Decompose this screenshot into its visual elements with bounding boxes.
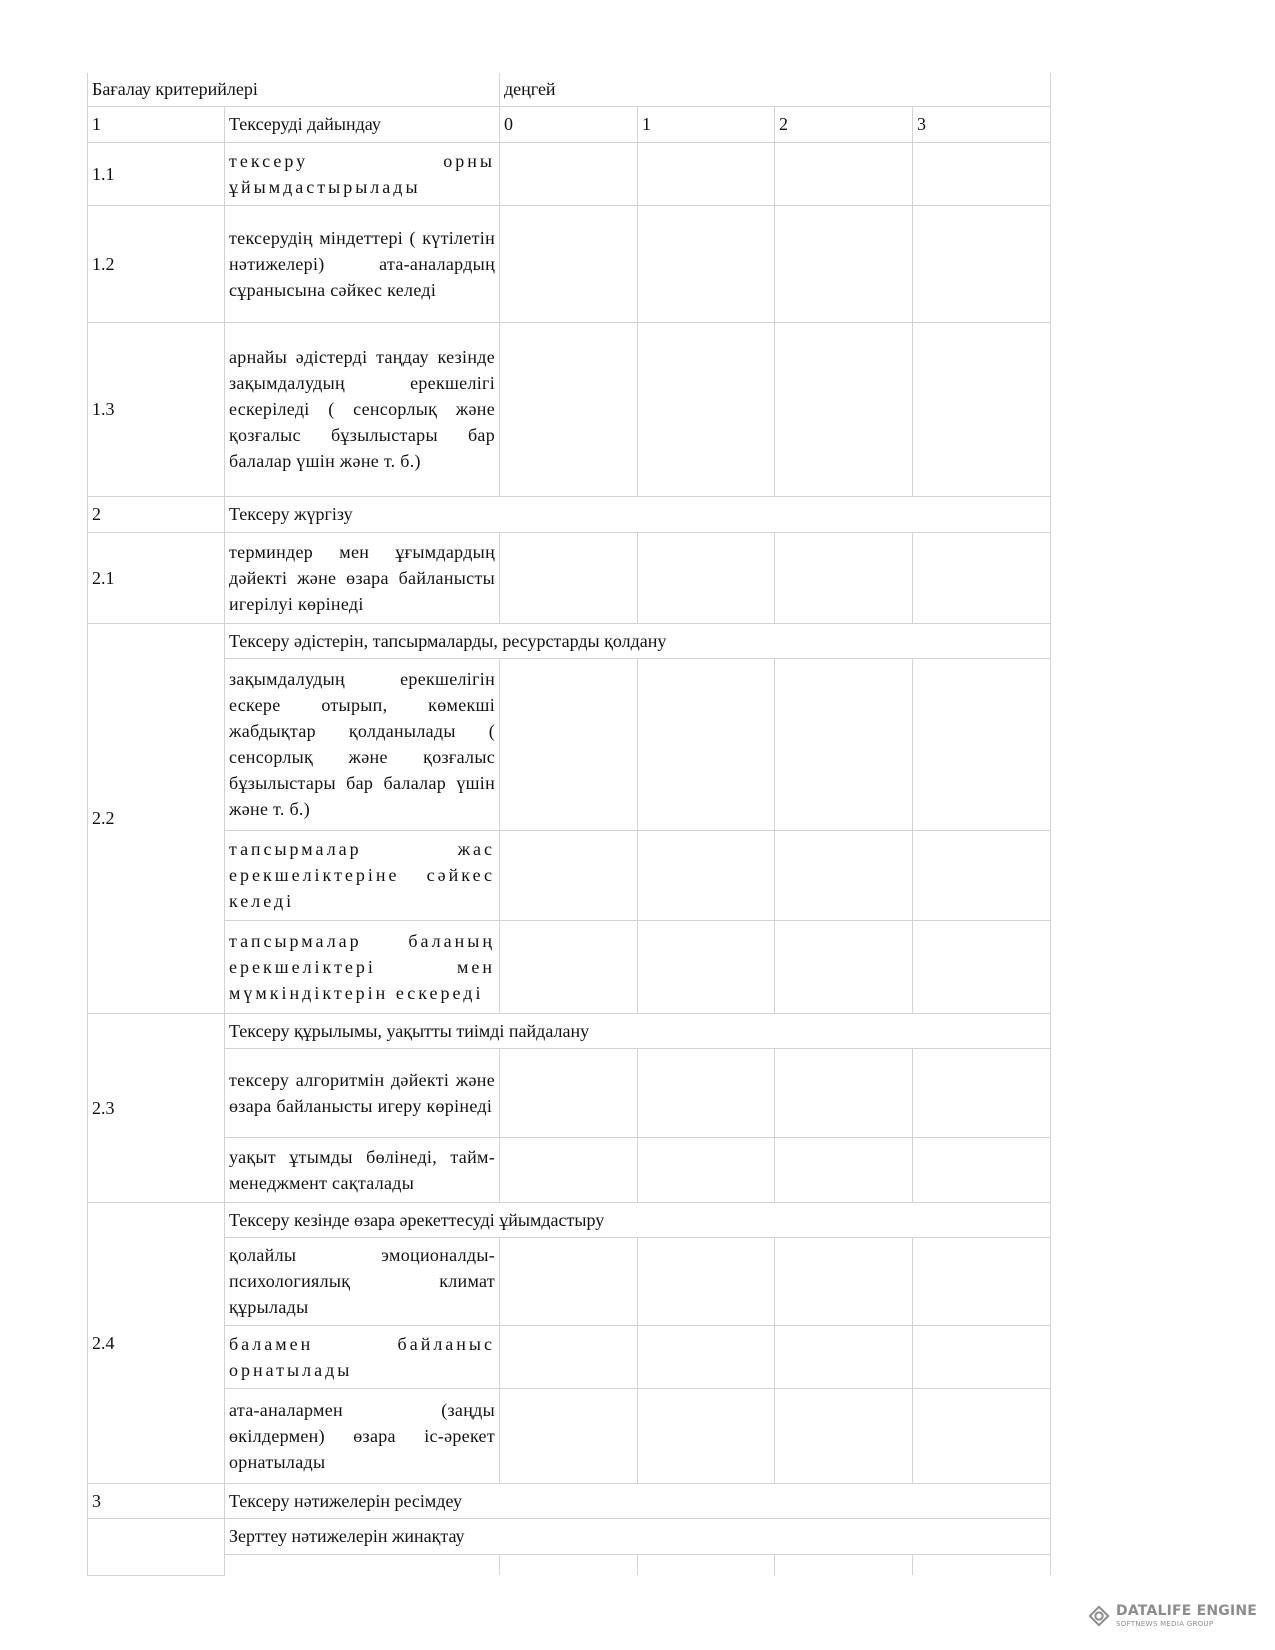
level-1-label: 1	[638, 106, 775, 142]
score-cell-0[interactable]	[500, 1137, 638, 1202]
criterion-text: тексерудің міндеттері ( күтілетін нәтижелері) ата-аналардың сұранысына сәйкес келеді	[225, 205, 500, 322]
section-number: 2	[88, 496, 225, 532]
score-cell-3[interactable]	[913, 532, 1051, 623]
table-row	[88, 1325, 1051, 1388]
section-title: Тексеруді дайындау	[225, 106, 500, 142]
score-cell-2[interactable]	[775, 1048, 913, 1137]
score-cell-0[interactable]	[500, 1048, 638, 1137]
section-title: Тексеру жүргізу	[225, 496, 1051, 532]
score-cell-0[interactable]	[500, 322, 638, 496]
criterion-text: арнайы әдістерді таңдау кезінде зақымдалудың ерекшелігі ескеріледі ( сенсорлық және қозғалыс бұзылыстары бар балалар үшін және т. б.)	[225, 322, 500, 496]
subsection-title: Зерттеу нәтижелерін жинақтау	[225, 1518, 1051, 1554]
item-number: 2.1	[88, 532, 225, 623]
score-cell-2[interactable]	[775, 658, 913, 830]
table-row	[88, 920, 1051, 1013]
subsection-row	[88, 1202, 1051, 1237]
score-cell-2[interactable]	[775, 830, 913, 920]
table-row	[88, 830, 1051, 920]
score-cell-0[interactable]	[500, 658, 638, 830]
item-number: 2.2	[88, 623, 225, 1013]
score-cell-1[interactable]	[638, 1554, 775, 1575]
table-row	[88, 1237, 1051, 1325]
criterion-text	[225, 1554, 500, 1575]
criteria-header: Бағалау критерийлері	[88, 73, 500, 106]
table-row	[88, 1137, 1051, 1202]
subsection-title: Тексеру әдістерін, тапсырмаларды, ресурстарды қолдану	[225, 623, 1051, 658]
score-cell-2[interactable]	[775, 142, 913, 205]
criterion-text: ата-аналармен (заңды өкілдермен) өзара іс-әрекет орнатылады	[225, 1388, 500, 1483]
item-number	[88, 1518, 225, 1575]
score-cell-1[interactable]	[638, 532, 775, 623]
score-cell-1[interactable]	[638, 658, 775, 830]
score-cell-0[interactable]	[500, 1388, 638, 1483]
table-row	[88, 1388, 1051, 1483]
score-cell-1[interactable]	[638, 830, 775, 920]
item-number: 2.4	[88, 1202, 225, 1483]
score-cell-1[interactable]	[638, 920, 775, 1013]
score-cell-0[interactable]	[500, 532, 638, 623]
score-cell-0[interactable]	[500, 1325, 638, 1388]
score-cell-3[interactable]	[913, 142, 1051, 205]
section-number: 3	[88, 1483, 225, 1518]
score-cell-2[interactable]	[775, 532, 913, 623]
score-cell-3[interactable]	[913, 1325, 1051, 1388]
item-number: 1.2	[88, 205, 225, 322]
section-row	[88, 496, 1051, 532]
score-cell-0[interactable]	[500, 830, 638, 920]
score-cell-0[interactable]	[500, 1237, 638, 1325]
score-cell-0[interactable]	[500, 142, 638, 205]
table-header-row	[88, 73, 1051, 106]
level-0-label: 0	[500, 106, 638, 142]
assessment-criteria-table	[87, 73, 1051, 1576]
item-number: 2.3	[88, 1013, 225, 1202]
datalife-logo-icon	[1088, 1605, 1110, 1627]
score-cell-2[interactable]	[775, 1137, 913, 1202]
score-cell-0[interactable]	[500, 1554, 638, 1575]
score-cell-1[interactable]	[638, 1137, 775, 1202]
score-cell-2[interactable]	[775, 205, 913, 322]
score-cell-0[interactable]	[500, 920, 638, 1013]
score-cell-3[interactable]	[913, 658, 1051, 830]
table-row	[88, 1554, 1051, 1575]
score-cell-2[interactable]	[775, 1554, 913, 1575]
table-row	[88, 532, 1051, 623]
criterion-text: тапсырмалар баланың ерекшеліктері мен мүмкіндіктерін ескереді	[225, 920, 500, 1013]
criterion-text: баламен байланыс орнатылады	[225, 1325, 500, 1388]
score-cell-2[interactable]	[775, 322, 913, 496]
item-number: 1.3	[88, 322, 225, 496]
score-cell-1[interactable]	[638, 1048, 775, 1137]
datalife-engine-watermark	[1088, 1603, 1258, 1633]
criterion-text: уақыт ұтымды бөлінеді, тайм-менеджмент сақталады	[225, 1137, 500, 1202]
score-cell-3[interactable]	[913, 830, 1051, 920]
table-row	[88, 322, 1051, 496]
score-cell-3[interactable]	[913, 1237, 1051, 1325]
watermark-tagline: SOFTNEWS MEDIA GROUP	[1116, 1620, 1214, 1628]
section-title: Тексеру нәтижелерін ресімдеу	[225, 1483, 1051, 1518]
score-cell-1[interactable]	[638, 142, 775, 205]
criterion-text: тексеру алгоритмін дәйекті және өзара байланысты игеру көрінеді	[225, 1048, 500, 1137]
criterion-text: терминдер мен ұғымдардың дәйекті және өзара байланысты игерілуі көрінеді	[225, 532, 500, 623]
score-cell-3[interactable]	[913, 205, 1051, 322]
subsection-row	[88, 623, 1051, 658]
score-cell-3[interactable]	[913, 1388, 1051, 1483]
table-row	[88, 142, 1051, 205]
score-cell-1[interactable]	[638, 205, 775, 322]
score-cell-2[interactable]	[775, 1237, 913, 1325]
score-cell-1[interactable]	[638, 1388, 775, 1483]
criterion-text: тапсырмалар жас ерекшеліктеріне сәйкес келеді	[225, 830, 500, 920]
score-cell-2[interactable]	[775, 920, 913, 1013]
level-3-label: 3	[913, 106, 1051, 142]
score-cell-1[interactable]	[638, 1237, 775, 1325]
table-row	[88, 1048, 1051, 1137]
section-row	[88, 1483, 1051, 1518]
score-cell-1[interactable]	[638, 1325, 775, 1388]
level-2-label: 2	[775, 106, 913, 142]
subsection-title: Тексеру кезінде өзара әрекеттесуді ұйымдастыру	[225, 1202, 1051, 1237]
criterion-text: зақымдалудың ерекшелігін ескере отырып, көмекші жабдықтар қолданылады ( сенсорлық және қозғалыс бұзылыстары бар балалар үшін және т. б.)	[225, 658, 500, 830]
score-cell-0[interactable]	[500, 205, 638, 322]
section-number: 1	[88, 106, 225, 142]
score-cell-3[interactable]	[913, 1554, 1051, 1575]
section-row	[88, 106, 1051, 142]
score-cell-1[interactable]	[638, 322, 775, 496]
score-cell-2[interactable]	[775, 1325, 913, 1388]
criterion-text: қолайлы эмоционалды-психологиялық климат құрылады	[225, 1237, 500, 1325]
score-cell-3[interactable]	[913, 322, 1051, 496]
watermark-brand: DATALIFE ENGINE	[1116, 1603, 1258, 1619]
score-cell-3[interactable]	[913, 920, 1051, 1013]
table-row	[88, 658, 1051, 830]
level-header: деңгей	[500, 73, 1051, 106]
subsection-title: Тексеру құрылымы, уақытты тиімді пайдалану	[225, 1013, 1051, 1048]
subsection-row	[88, 1518, 1051, 1554]
score-cell-3[interactable]	[913, 1048, 1051, 1137]
score-cell-3[interactable]	[913, 1137, 1051, 1202]
score-cell-2[interactable]	[775, 1388, 913, 1483]
subsection-row	[88, 1013, 1051, 1048]
criterion-text: тексеру орны ұйымдастырылады	[225, 142, 500, 205]
item-number: 1.1	[88, 142, 225, 205]
table-row	[88, 205, 1051, 322]
